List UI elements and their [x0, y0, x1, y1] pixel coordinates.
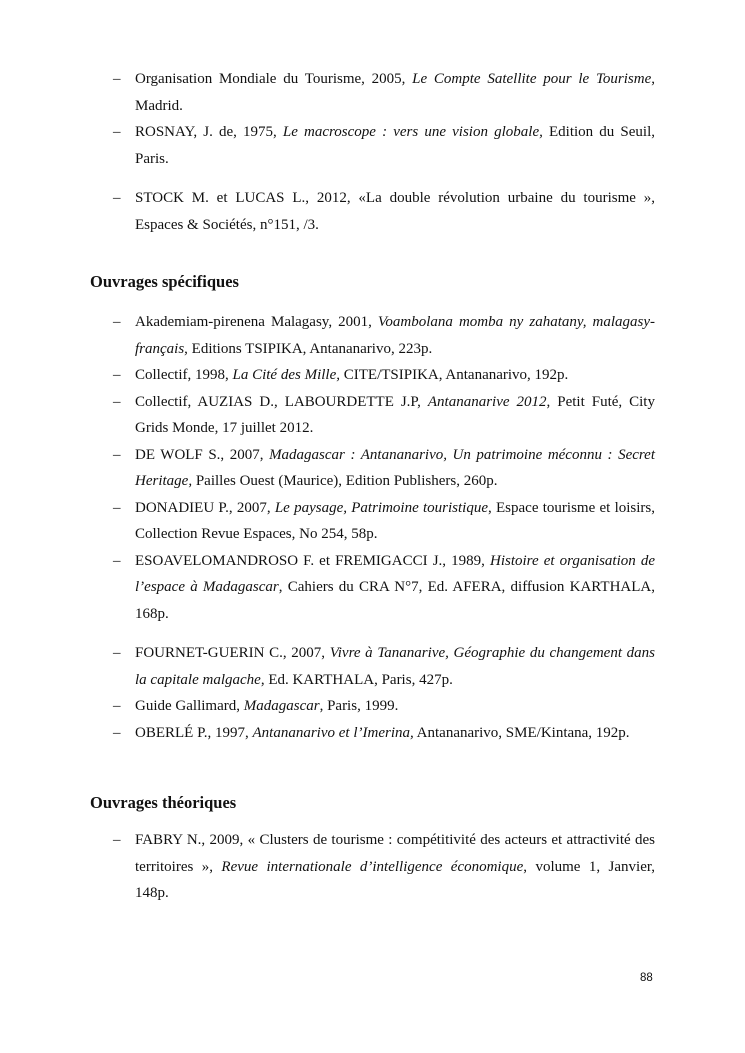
reference-text: OBERLÉ P., 1997,: [135, 724, 253, 741]
reference-text: STOCK M. et LUCAS L., 2012, «La double révolution urbaine du tourisme », Espaces & Sociétés, n°151, /3.: [135, 190, 655, 233]
reference-text: DE WOLF S., 2007,: [135, 446, 270, 463]
reference-text: FOURNET-GUERIN C., 2007,: [135, 645, 330, 661]
reference-title: Madagascar: [243, 698, 320, 714]
reference-text: Collectif, 1998,: [135, 367, 233, 383]
dash-bullet-icon: –: [113, 314, 121, 330]
dash-bullet-icon: –: [113, 124, 121, 140]
dash-bullet-icon: –: [113, 367, 121, 383]
dash-bullet-icon: –: [113, 393, 121, 410]
reference-text: Antananarivo, SME/Kintana, 192p.: [413, 724, 630, 741]
reference-entry: [90, 185, 655, 238]
reference-text: ESOAVELOMANDROSO F. et FREMIGACCI J., 1989,: [135, 552, 490, 569]
reference-title: Vivre à Tananarive, Géographie du changement dans la capitale malgache: [135, 645, 656, 688]
section-heading: Ouvrages théoriques: [90, 793, 237, 812]
reference-text: Guide Gallimard,: [135, 698, 244, 714]
reference-entry: [90, 720, 655, 747]
reference-text: , Paris, 1999.: [319, 698, 399, 714]
dash-bullet-icon: –: [113, 832, 121, 848]
reference-title: Antananarivo et l’Imerina,: [252, 724, 414, 741]
dash-bullet-icon: –: [113, 698, 121, 714]
reference-title: Antananarive 2012: [427, 393, 547, 410]
reference-text: , Cahiers du CRA N°7, Ed. AFERA, diffusion KARTHALA, 168p.: [135, 579, 655, 622]
reference-entry: [90, 827, 655, 907]
reference-title: Madagascar : Antananarivo, Un patrimoine méconnu : Secret Heritage,: [135, 446, 656, 489]
dash-bullet-icon: –: [113, 446, 121, 463]
reference-title: Histoire et organisation de l’espace à Madagascar: [135, 552, 655, 595]
dash-bullet-icon: –: [113, 645, 121, 661]
dash-bullet-icon: –: [113, 190, 121, 206]
reference-text: Organisation Mondiale du Tourisme, 2005,: [135, 71, 413, 87]
dash-bullet-icon: –: [113, 552, 121, 569]
reference-text: FABRY N., 2009, « Clusters de tourisme : compétitivité des acteurs et attractivité des territoires »,: [135, 832, 655, 875]
reference-text: , Editions TSIPIKA, Antananarivo, 223p.: [184, 340, 433, 357]
reference-text: Akademiam-pirenena Malagasy, 2001,: [135, 314, 378, 330]
reference-text: , Espace tourisme et loisirs, Collection Revue Espaces, No 254, 58p.: [135, 499, 655, 542]
reference-text: Edition du Seuil, Paris.: [135, 124, 656, 167]
bibliography-section: [90, 790, 655, 907]
reference-entry: [90, 442, 655, 495]
reference-entry: [90, 495, 655, 548]
reference-title: Le Compte Satellite pour le Tourisme: [412, 71, 652, 87]
reference-entry: [90, 640, 655, 693]
reference-text: , Ed. KARTHALA, Paris, 427p.: [260, 671, 453, 688]
dash-bullet-icon: –: [113, 724, 121, 741]
reference-entry: [90, 66, 655, 119]
reference-text: , Petit Futé, City Grids Monde, 17 juillet 2012.: [135, 393, 655, 436]
reference-text: ROSNAY, J. de, 1975,: [135, 124, 283, 140]
dash-bullet-icon: –: [113, 71, 121, 87]
reference-entry: [90, 548, 655, 628]
reference-title: La Cité des Mille,: [232, 367, 340, 383]
bibliography: [90, 66, 655, 907]
reference-title: Le macroscope : vers une vision globale,: [282, 124, 543, 140]
reference-text: , volume 1, Janvier, 148p.: [135, 858, 656, 901]
reference-text: Collectif, AUZIAS D., LABOURDETTE J.P,: [135, 393, 428, 410]
reference-entry: [90, 389, 655, 442]
section-heading: Ouvrages spécifiques: [90, 272, 239, 291]
bibliography-section: [90, 66, 655, 238]
dash-bullet-icon: –: [113, 499, 121, 516]
reference-entry: [90, 119, 655, 172]
reference-title: Voambolana momba ny zahatany, malagasy-français: [135, 314, 655, 357]
reference-title: Le paysage, Patrimoine touristique: [274, 499, 489, 516]
reference-text: CITE/TSIPIKA, Antananarivo, 192p.: [340, 367, 569, 383]
reference-entry: [90, 693, 655, 720]
reference-text: DONADIEU P., 2007,: [135, 499, 275, 516]
reference-title: Revue internationale d’intelligence économique: [221, 858, 524, 875]
bibliography-section: [90, 269, 655, 746]
reference-text: Pailles Ouest (Maurice), Edition Publishers, 260p.: [192, 473, 498, 489]
page-number: 88: [640, 972, 653, 984]
reference-entry: [90, 362, 655, 389]
reference-text: , Madrid.: [135, 71, 655, 114]
reference-entry: [90, 309, 655, 362]
